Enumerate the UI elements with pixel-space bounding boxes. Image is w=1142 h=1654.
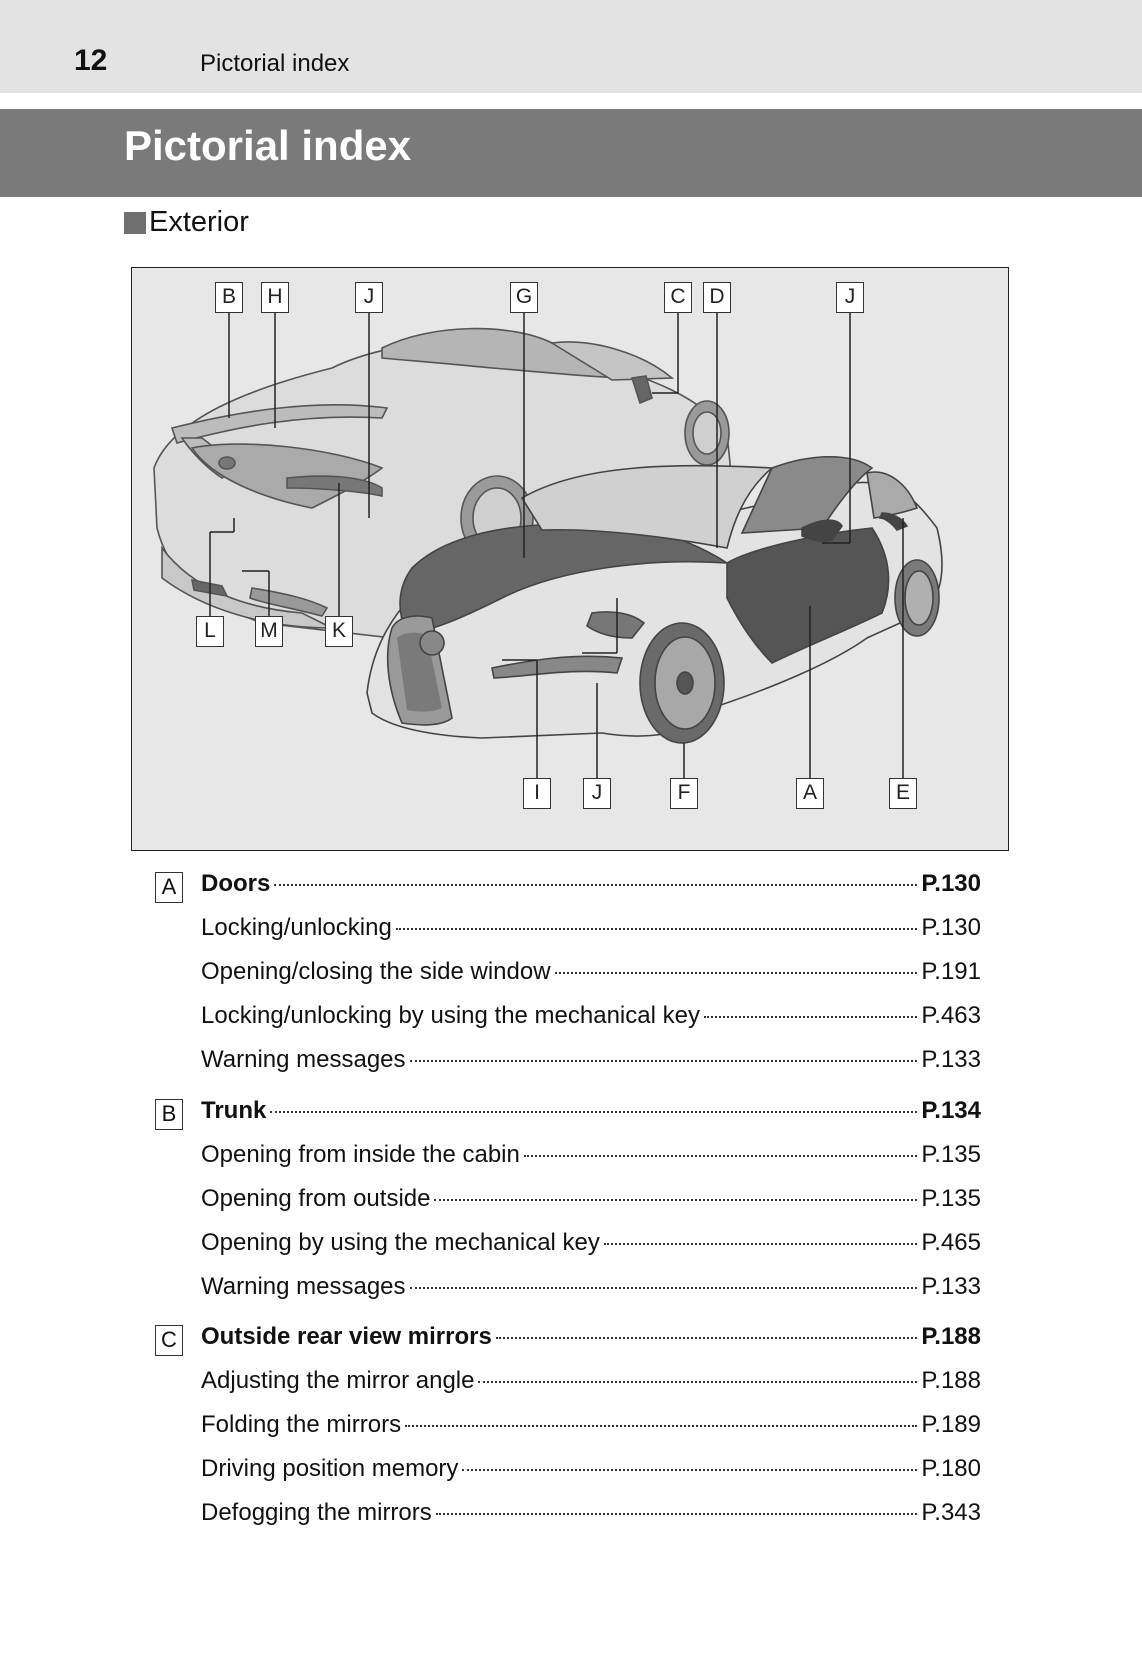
entry-label-c: C <box>155 1325 183 1356</box>
page-reference: P.135 <box>921 1141 981 1168</box>
page-reference: P.465 <box>921 1229 981 1256</box>
callout-b: B <box>215 282 243 313</box>
sub-entry-text: Driving position memory <box>201 1455 459 1482</box>
sub-entry-text: Opening from inside the cabin <box>201 1141 520 1168</box>
sub-entry[interactable] <box>201 1273 981 1309</box>
sub-entry[interactable] <box>201 1411 981 1447</box>
sub-entry-text: Opening/closing the side window <box>201 958 551 985</box>
callout-h: H <box>261 282 289 313</box>
page-reference: P.130 <box>921 914 981 941</box>
sub-entry-text: Opening from outside <box>201 1185 431 1212</box>
exterior-illustration <box>131 267 1009 851</box>
callout-c: C <box>664 282 692 313</box>
sub-entry-text: Locking/unlocking by using the mechanical key <box>201 1002 700 1029</box>
sub-entry[interactable] <box>201 1229 981 1265</box>
page-reference: P.134 <box>921 1097 981 1124</box>
sub-entry[interactable] <box>201 914 981 950</box>
page-reference: P.188 <box>921 1367 981 1394</box>
sub-entry[interactable] <box>201 1185 981 1221</box>
callout-j-mirror: J <box>836 282 864 313</box>
sub-entry[interactable] <box>201 1002 981 1038</box>
entry-outside-rear-view-mirrors[interactable] <box>201 1323 981 1359</box>
running-header-title: Pictorial index <box>200 50 350 77</box>
entry-label-a: A <box>155 872 183 903</box>
callout-i: I <box>523 778 551 809</box>
sub-entry-text: Locking/unlocking <box>201 914 392 941</box>
entry-title: Trunk <box>201 1097 267 1124</box>
page-reference: P.180 <box>921 1455 981 1482</box>
page-number: 12 <box>74 44 108 77</box>
callout-k: K <box>325 616 353 647</box>
sub-entry-text: Opening by using the mechanical key <box>201 1229 600 1256</box>
running-header <box>0 0 1142 93</box>
sub-entry[interactable] <box>201 958 981 994</box>
sub-entry[interactable] <box>201 1499 981 1535</box>
page-reference: P.463 <box>921 1002 981 1029</box>
callout-f: F <box>670 778 698 809</box>
entry-label-b: B <box>155 1099 183 1130</box>
page-reference: P.130 <box>921 870 981 897</box>
sub-entry-text: Adjusting the mirror angle <box>201 1367 475 1394</box>
callout-g: G <box>510 282 538 313</box>
entry-title: Doors <box>201 870 271 897</box>
section-marker-icon <box>124 212 146 234</box>
page-reference: P.191 <box>921 958 981 985</box>
callout-a: A <box>796 778 824 809</box>
sub-entry[interactable] <box>201 1046 981 1082</box>
entry-doors[interactable] <box>201 870 981 906</box>
callout-d: D <box>703 282 731 313</box>
page-reference: P.188 <box>921 1323 981 1350</box>
section-heading <box>124 206 249 239</box>
page-reference: P.343 <box>921 1499 981 1526</box>
page-reference: P.133 <box>921 1273 981 1300</box>
car-illustration <box>132 268 1010 852</box>
callout-e: E <box>889 778 917 809</box>
page-reference: P.133 <box>921 1046 981 1073</box>
sub-entry[interactable] <box>201 1367 981 1403</box>
entry-trunk[interactable] <box>201 1097 981 1133</box>
callout-m: M <box>255 616 283 647</box>
callout-j-rear: J <box>355 282 383 313</box>
sub-entry[interactable] <box>201 1455 981 1491</box>
callout-l: L <box>196 616 224 647</box>
sub-entry[interactable] <box>201 1141 981 1177</box>
page-title: Pictorial index <box>124 122 412 169</box>
sub-entry-text: Warning messages <box>201 1046 406 1073</box>
sub-entry-text: Defogging the mirrors <box>201 1499 432 1526</box>
section-heading-text: Exterior <box>149 206 249 238</box>
sub-entry-text: Folding the mirrors <box>201 1411 402 1438</box>
entry-title: Outside rear view mirrors <box>201 1323 492 1350</box>
sub-entry-text: Warning messages <box>201 1273 406 1300</box>
page-reference: P.135 <box>921 1185 981 1212</box>
page-reference: P.189 <box>921 1411 981 1438</box>
callout-j-front: J <box>583 778 611 809</box>
